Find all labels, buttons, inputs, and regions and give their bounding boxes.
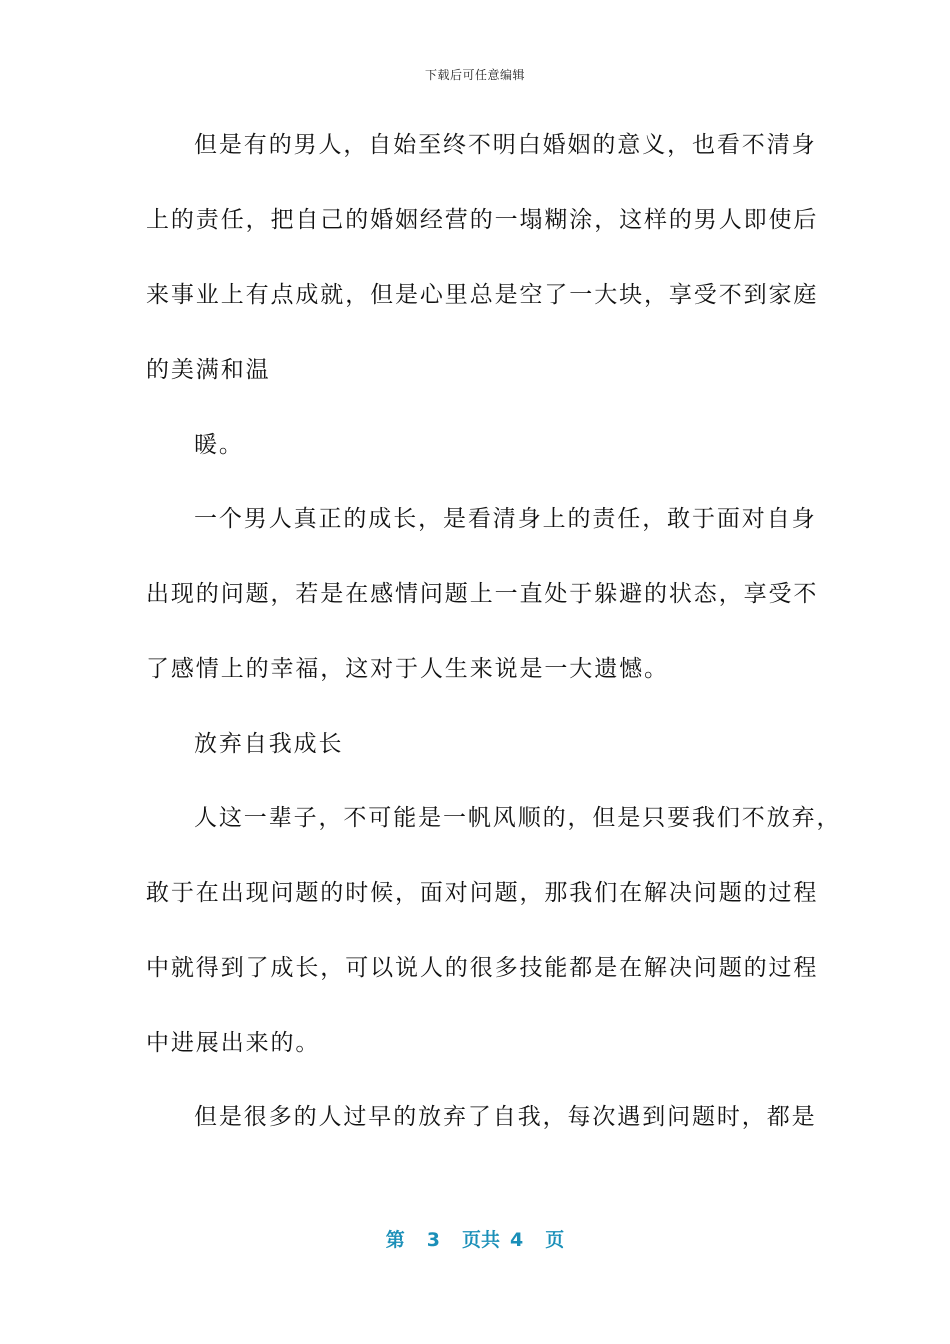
footer-total-pages: 4 [510,1229,524,1251]
section-heading: 放弃自我成长 [194,731,344,757]
paragraph-line-3: 来事业上有点成就，但是心里总是空了一大块，享受不到家庭 [146,282,819,308]
paragraph-line-2: 上的责任，把自己的婚姻经营的一塌糊涂，这样的男人即使后 [146,207,819,233]
page-header: 下载后可任意编辑 [424,68,525,82]
paragraph-line-12: 中进展出来的。 [146,1030,321,1056]
paragraph-line-7: 出现的问题，若是在感情问题上一直处于躲避的状态，享受不 [146,581,819,607]
paragraph-line-10: 敢于在出现问题的时候，面对问题，那我们在解决问题的过程 [146,880,819,906]
paragraph-line-4: 的美满和温 [146,357,271,383]
paragraph-line-8: 了感情上的幸福，这对于人生来说是一大遗憾。 [146,656,669,682]
paragraph-line-5: 暖。 [194,432,244,458]
page-footer [0,1225,950,1252]
footer-page-suffix: 页 [545,1229,565,1251]
paragraph-line-6: 一个男人真正的成长，是看清身上的责任，敢于面对自身 [194,506,817,532]
paragraph-line-13: 但是很多的人过早的放弃了自我，每次遇到问题时，都是 [194,1104,817,1130]
footer-total-label: 页共 [461,1229,500,1251]
paragraph-line-1: 但是有的男人，自始至终不明白婚姻的意义，也看不清身 [194,132,817,158]
paragraph-line-9: 人这一辈子，不可能是一帆风顺的，但是只要我们不放弃， [194,805,842,831]
footer-page-number: 3 [426,1229,440,1251]
footer-page-label: 第 [385,1229,405,1251]
paragraph-line-11: 中就得到了成长，可以说人的很多技能都是在解决问题的过程 [146,955,819,981]
